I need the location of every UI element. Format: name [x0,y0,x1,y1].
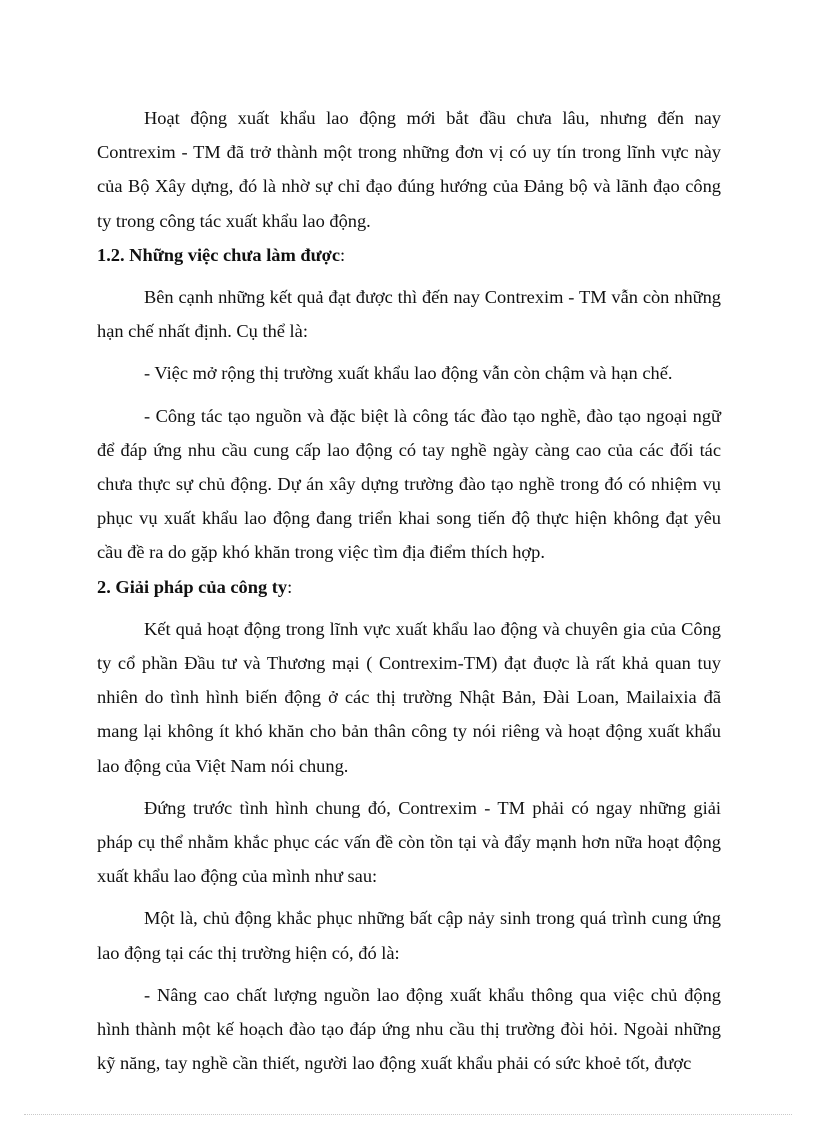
paragraph-bullet-quality: - Nâng cao chất lượng nguồn lao động xuất khẩu thông qua việc chủ động hình thành một kế hoạch đào tạo đáp ứng nhu cầu thị trường đòi hỏi. Ngoài những kỹ năng, tay nghề cần thiết, người lao động xuất khẩu phải có sức khoẻ tốt, được [97,984,721,1074]
paragraph-limitations: Bên cạnh những kết quả đạt được thì đến nay Contrexim - TM vẫn còn những hạn chế nhất định. Cụ thể là: [97,287,721,342]
paragraph-situation: Đứng trước tình hình chung đó, Contrexim - TM phải có ngay những giải pháp cụ thể nhằm khắc phục các vấn đề còn tồn tại và đẩy mạnh hơn nữa hoạt động xuất khẩu lao động của mình như sau: [97,797,721,887]
paragraph-results: Kết quả hoạt động trong lĩnh vực xuất khẩu lao động và chuyên gia của Công ty cổ phần Đầu tư và Thương mại ( Contrexim-TM) đạt đuợc là rất khả quan tuy nhiên do tình hình biến động ở các thị trường Nhật Bản, Đài Loan, Mailaixia đã mang lại không ít khó khăn cho bản thân công ty nói riêng và hoạt động xuất khẩu lao động của Việt Nam nói chung. [97,618,721,776]
paragraph-intro: Hoạt động xuất khẩu lao động mới bắt đầu chưa lâu, nhưng đến nay Contrexim - TM đã trở thành một trong những đơn vị có uy tín trong lĩnh vực này của Bộ Xây dựng, đó là nhờ sự chỉ đạo đúng hướng của Đảng bộ và lãnh đạo công ty trong công tác xuất khẩu lao động. [97,108,721,231]
section-heading-2-title: 2. Giải pháp của công ty [97,576,288,597]
section-heading-1-2-colon: : [340,244,346,265]
section-heading-2 [97,570,721,604]
page-bottom-divider [24,1114,792,1115]
section-heading-2-colon: : [287,576,293,597]
section-heading-1-2-title: 1.2. Những việc chưa làm được [97,244,341,265]
paragraph-bullet-training: - Công tác tạo nguồn và đặc biệt là công tác đào tạo nghề, đào tạo ngoại ngữ để đáp ứng nhu cầu cung cấp lao động có tay nghề ngày càng cao của các đối tác chưa thực sự chủ động. Dự án xây dựng trường đào tạo nghề trong đó có nhiệm vụ phục vụ xuất khẩu lao động đang triển khai song tiến độ thực hiện không đạt yêu cầu đề ra do gặp khó khăn trong việc tìm địa điểm thích hợp. [97,405,721,563]
section-heading-1-2 [97,238,721,272]
document-body [97,101,721,1080]
paragraph-bullet-market: - Việc mở rộng thị trường xuất khẩu lao động vẫn còn chậm và hạn chế. [144,363,673,384]
paragraph-first-measure: Một là, chủ động khắc phục những bất cập nảy sinh trong quá trình cung ứng lao động tại các thị trường hiện có, đó là: [97,908,721,963]
